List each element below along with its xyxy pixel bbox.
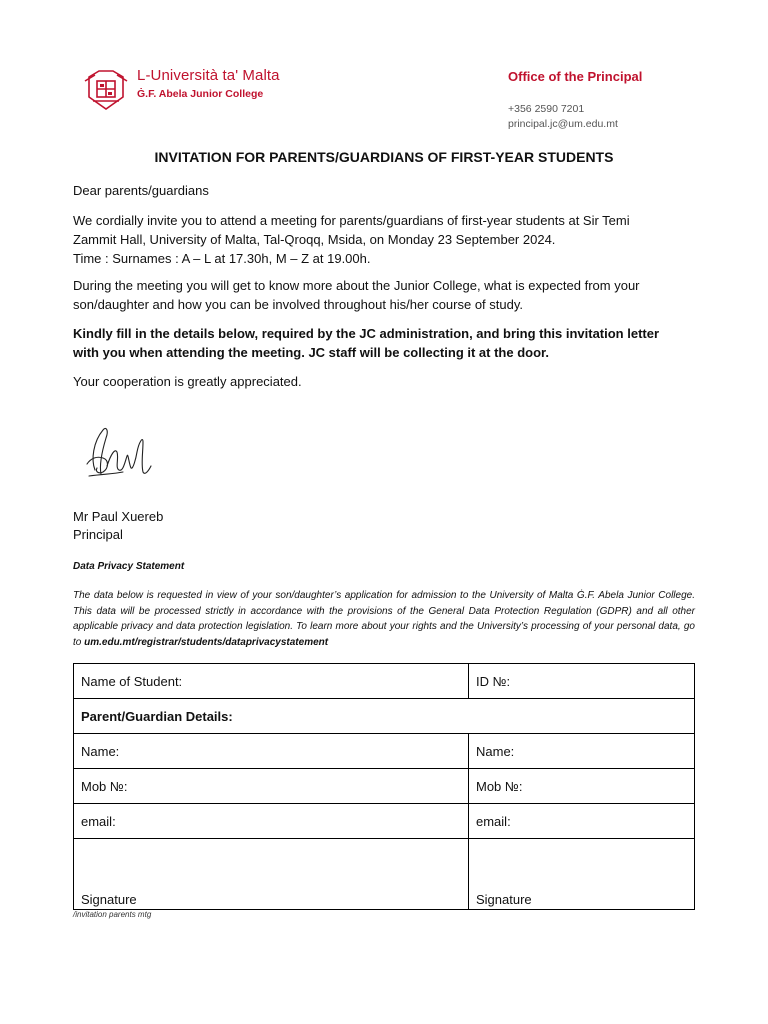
name-label: Name: (476, 743, 515, 759)
privacy-link[interactable]: um.edu.mt/registrar/students/dataprivacystatement (84, 636, 329, 648)
student-id-label: ID №: (476, 673, 511, 689)
email-label: email: (476, 813, 511, 829)
privacy-title: Data Privacy Statement (73, 561, 185, 572)
cooperation-note: Your cooperation is greatly appreciated. (73, 374, 302, 389)
meeting-paragraph (73, 276, 703, 314)
document-title: INVITATION FOR PARENTS/GUARDIANS OF FIRST-YEAR STUDENTS (154, 149, 614, 165)
kindly-line-1: Kindly fill in the details below, required by the JC administration, and bring this invitation letter (73, 326, 660, 341)
university-crest-logo (83, 67, 129, 111)
meeting-line-2: son/daughter and how you can be involved throughout his/her course of study. (73, 297, 523, 312)
college-name: Ġ.F. Abela Junior College (137, 88, 264, 100)
details-form (73, 663, 695, 910)
signatory-name: Mr Paul Xuereb (73, 509, 164, 524)
guardian2-signature-field[interactable] (469, 839, 695, 910)
greeting: Dear parents/guardians (73, 183, 209, 198)
invitation-paragraph (73, 211, 703, 268)
time-line: Time : Surnames : A – L at 17.30h, M – Z at 19.00h. (73, 251, 371, 266)
student-name-field[interactable] (74, 664, 469, 699)
guardian2-name-field[interactable] (469, 734, 695, 769)
guardian-details-header: Parent/Guardian Details: (74, 699, 695, 734)
privacy-text: The data below is requested in view of your son/daughter’s application for admission to the University of Malta Ġ.F. Abela Junior College. This data will be processed strictly in accordance with the provisions of the General Data Protection Regulation (GDPR) and all other applicable privacy and data protection legislation. To learn more about your rights and the University’s processing of your personal data, go to (73, 590, 695, 648)
handwritten-signature (73, 408, 173, 498)
mobile-label: Mob №: (81, 778, 128, 794)
guardian2-email-field[interactable] (469, 804, 695, 839)
office-phone: +356 2590 7201 (508, 103, 585, 115)
instruction-paragraph (73, 324, 703, 362)
signature-label: Signature (476, 892, 532, 907)
name-label: Name: (81, 743, 120, 759)
university-name: L-Università ta' Malta (137, 67, 280, 84)
footer-reference: /invitation parents mtg (73, 910, 152, 919)
guardian2-mobile-field[interactable] (469, 769, 695, 804)
student-name-label: Name of Student: (81, 673, 183, 689)
student-id-field[interactable] (469, 664, 695, 699)
signature-label: Signature (81, 892, 137, 907)
guardian1-name-field[interactable] (74, 734, 469, 769)
meeting-line-1: During the meeting you will get to know more about the Junior College, what is expected from your (73, 278, 640, 293)
signatory-role: Principal (73, 527, 123, 542)
guardian1-mobile-field[interactable] (74, 769, 469, 804)
invite-line-1: We cordially invite you to attend a meeting for parents/guardians of first-year students at Sir Temi (73, 213, 630, 228)
guardian1-signature-field[interactable] (74, 839, 469, 910)
mobile-label: Mob №: (476, 778, 523, 794)
office-email: principal.jc@um.edu.mt (508, 118, 618, 130)
invite-line-2: Zammit Hall, University of Malta, Tal-Qroqq, Msida, on Monday 23 September 2024. (73, 232, 556, 247)
kindly-line-2: with you when attending the meeting. JC staff will be collecting it at the door. (73, 345, 549, 360)
email-label: email: (81, 813, 116, 829)
office-title: Office of the Principal (508, 69, 643, 84)
guardian1-email-field[interactable] (74, 804, 469, 839)
privacy-statement (73, 588, 695, 650)
